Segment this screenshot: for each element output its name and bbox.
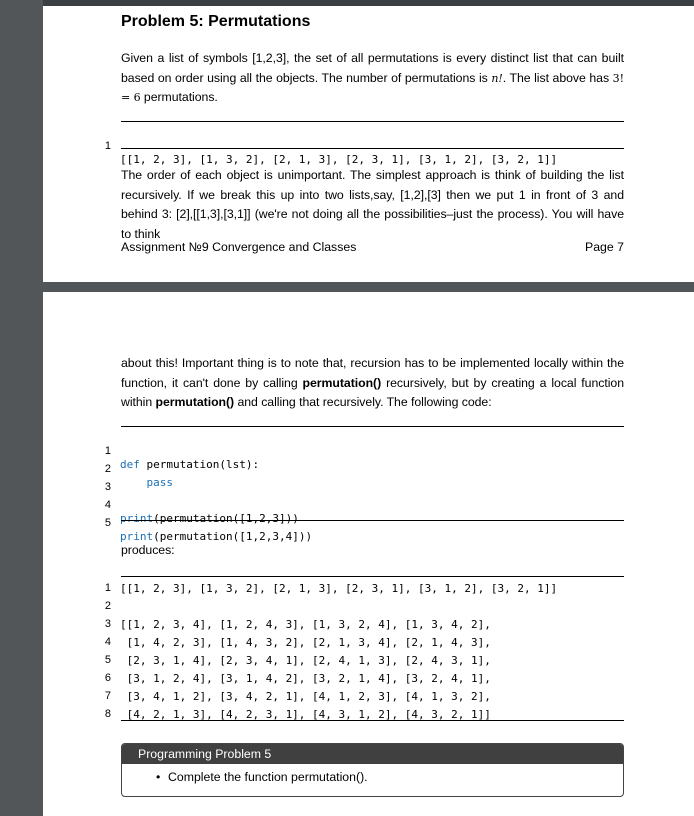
line-number: 5	[104, 517, 111, 529]
output-rule-bottom	[121, 720, 624, 721]
code-rest: (permutation([1,2,3,4]))	[153, 530, 313, 543]
code-line	[43, 127, 558, 166]
permutation-bold-1: permutation()	[302, 375, 382, 390]
intro-text-c: permutations.	[140, 90, 218, 104]
keyword: pass	[120, 476, 173, 489]
bullet: •	[156, 770, 161, 784]
line-number: 4	[104, 636, 111, 648]
document-page-7	[43, 6, 694, 282]
code-text: [[1, 2, 3], [1, 3, 2], [2, 1, 3], [2, 3, 1], [3, 1, 2], [3, 2, 1]]	[120, 153, 558, 166]
para3-text-c: recursively, but by creating a local function within	[121, 375, 624, 409]
output-text: [[1, 2, 3, 4], [1, 2, 4, 3], [1, 3, 2, 4], [1, 3, 4, 2],	[120, 618, 491, 631]
output-text: [3, 4, 1, 2], [3, 4, 2, 1], [4, 1, 2, 3], [4, 1, 3, 2],	[120, 690, 491, 703]
paragraph-2: The order of each object is unimportant. The simplest approach is think of building the list recursively. If we break this up into two lists,say, [1,2],[3] then we put 1 in front of 3 and behind 3: [2],[[1,3],[3,1]] (we're not doing all the possibilities–just the process). You will have to think	[121, 168, 624, 241]
code-text	[120, 458, 259, 471]
three-factorial: 3! = 6	[121, 71, 624, 104]
output-text: [4, 2, 1, 3], [4, 2, 3, 1], [4, 3, 1, 2], [4, 3, 2, 1]]	[120, 708, 491, 721]
code-rule-bottom	[121, 148, 624, 149]
line-number: 3	[104, 618, 111, 630]
line-number: 5	[104, 654, 111, 666]
code-text	[120, 476, 173, 489]
output-text: [2, 3, 1, 4], [2, 3, 4, 1], [2, 4, 1, 3], [2, 4, 3, 1],	[120, 654, 491, 667]
line-number: 1	[104, 445, 111, 457]
code-line	[43, 504, 313, 543]
code-rest: (permutation([1,2,3]))	[153, 512, 299, 525]
code-text	[120, 512, 299, 525]
line-number: 2	[104, 600, 111, 612]
output-text: [3, 1, 2, 4], [3, 1, 4, 2], [3, 2, 1, 4], [3, 2, 4, 1],	[120, 672, 491, 685]
line-number: 8	[104, 708, 111, 720]
box-body	[122, 764, 623, 784]
paragraph-3	[121, 354, 624, 413]
intro-text-a: Given a list of symbols [1,2,3], the set of all permutations is every distinct list that can built based on order using all the objects. The number of permutations is	[121, 51, 624, 85]
produces-label: produces:	[121, 543, 175, 557]
line-number: 1	[104, 140, 111, 152]
n-factorial: n!	[491, 71, 503, 85]
box-title: Programming Problem 5	[122, 744, 623, 764]
code-rule-bottom	[121, 520, 624, 521]
code-rule-top	[121, 121, 624, 122]
footer-page-number: Page 7	[585, 240, 624, 254]
line-number: 6	[104, 672, 111, 684]
code-line	[43, 432, 260, 471]
keyword: print	[120, 530, 154, 543]
intro-paragraph	[121, 49, 624, 108]
code-line	[43, 486, 299, 525]
line-number: 4	[104, 499, 111, 511]
line-number: 2	[104, 463, 111, 475]
output-text: [[1, 2, 3], [1, 3, 2], [2, 1, 3], [2, 3, 1], [3, 1, 2], [3, 2, 1]]	[120, 582, 558, 595]
problem-title: Problem 5: Permutations	[121, 13, 311, 30]
para3-text-d: and calling that recursively. The following code:	[234, 395, 492, 409]
para3-text-a: about this! Important thing is to note that, recursion has to be implemented locally within the function, it can't done by calling	[121, 356, 624, 390]
code-line	[43, 468, 111, 493]
code-rule-top	[121, 426, 624, 427]
line-number: 7	[104, 690, 111, 702]
footer-assignment: Assignment №9 Convergence and Classes	[121, 240, 357, 254]
box-item: Complete the function permutation().	[168, 770, 368, 784]
document-page-8	[43, 292, 694, 816]
keyword: print	[120, 512, 154, 525]
permutation-bold-2: permutation()	[155, 395, 235, 409]
line-number: 3	[104, 481, 111, 493]
viewer-left-margin	[0, 0, 43, 816]
intro-text-b: . The list above has	[502, 70, 613, 85]
output-rule-top	[121, 576, 624, 577]
programming-problem-box	[121, 743, 624, 797]
output-text: [1, 4, 2, 3], [1, 4, 3, 2], [2, 1, 3, 4], [2, 1, 4, 3],	[120, 636, 491, 649]
line-number: 1	[104, 582, 111, 594]
keyword: def	[120, 458, 140, 471]
code-rest: permutation(lst):	[139, 458, 260, 471]
